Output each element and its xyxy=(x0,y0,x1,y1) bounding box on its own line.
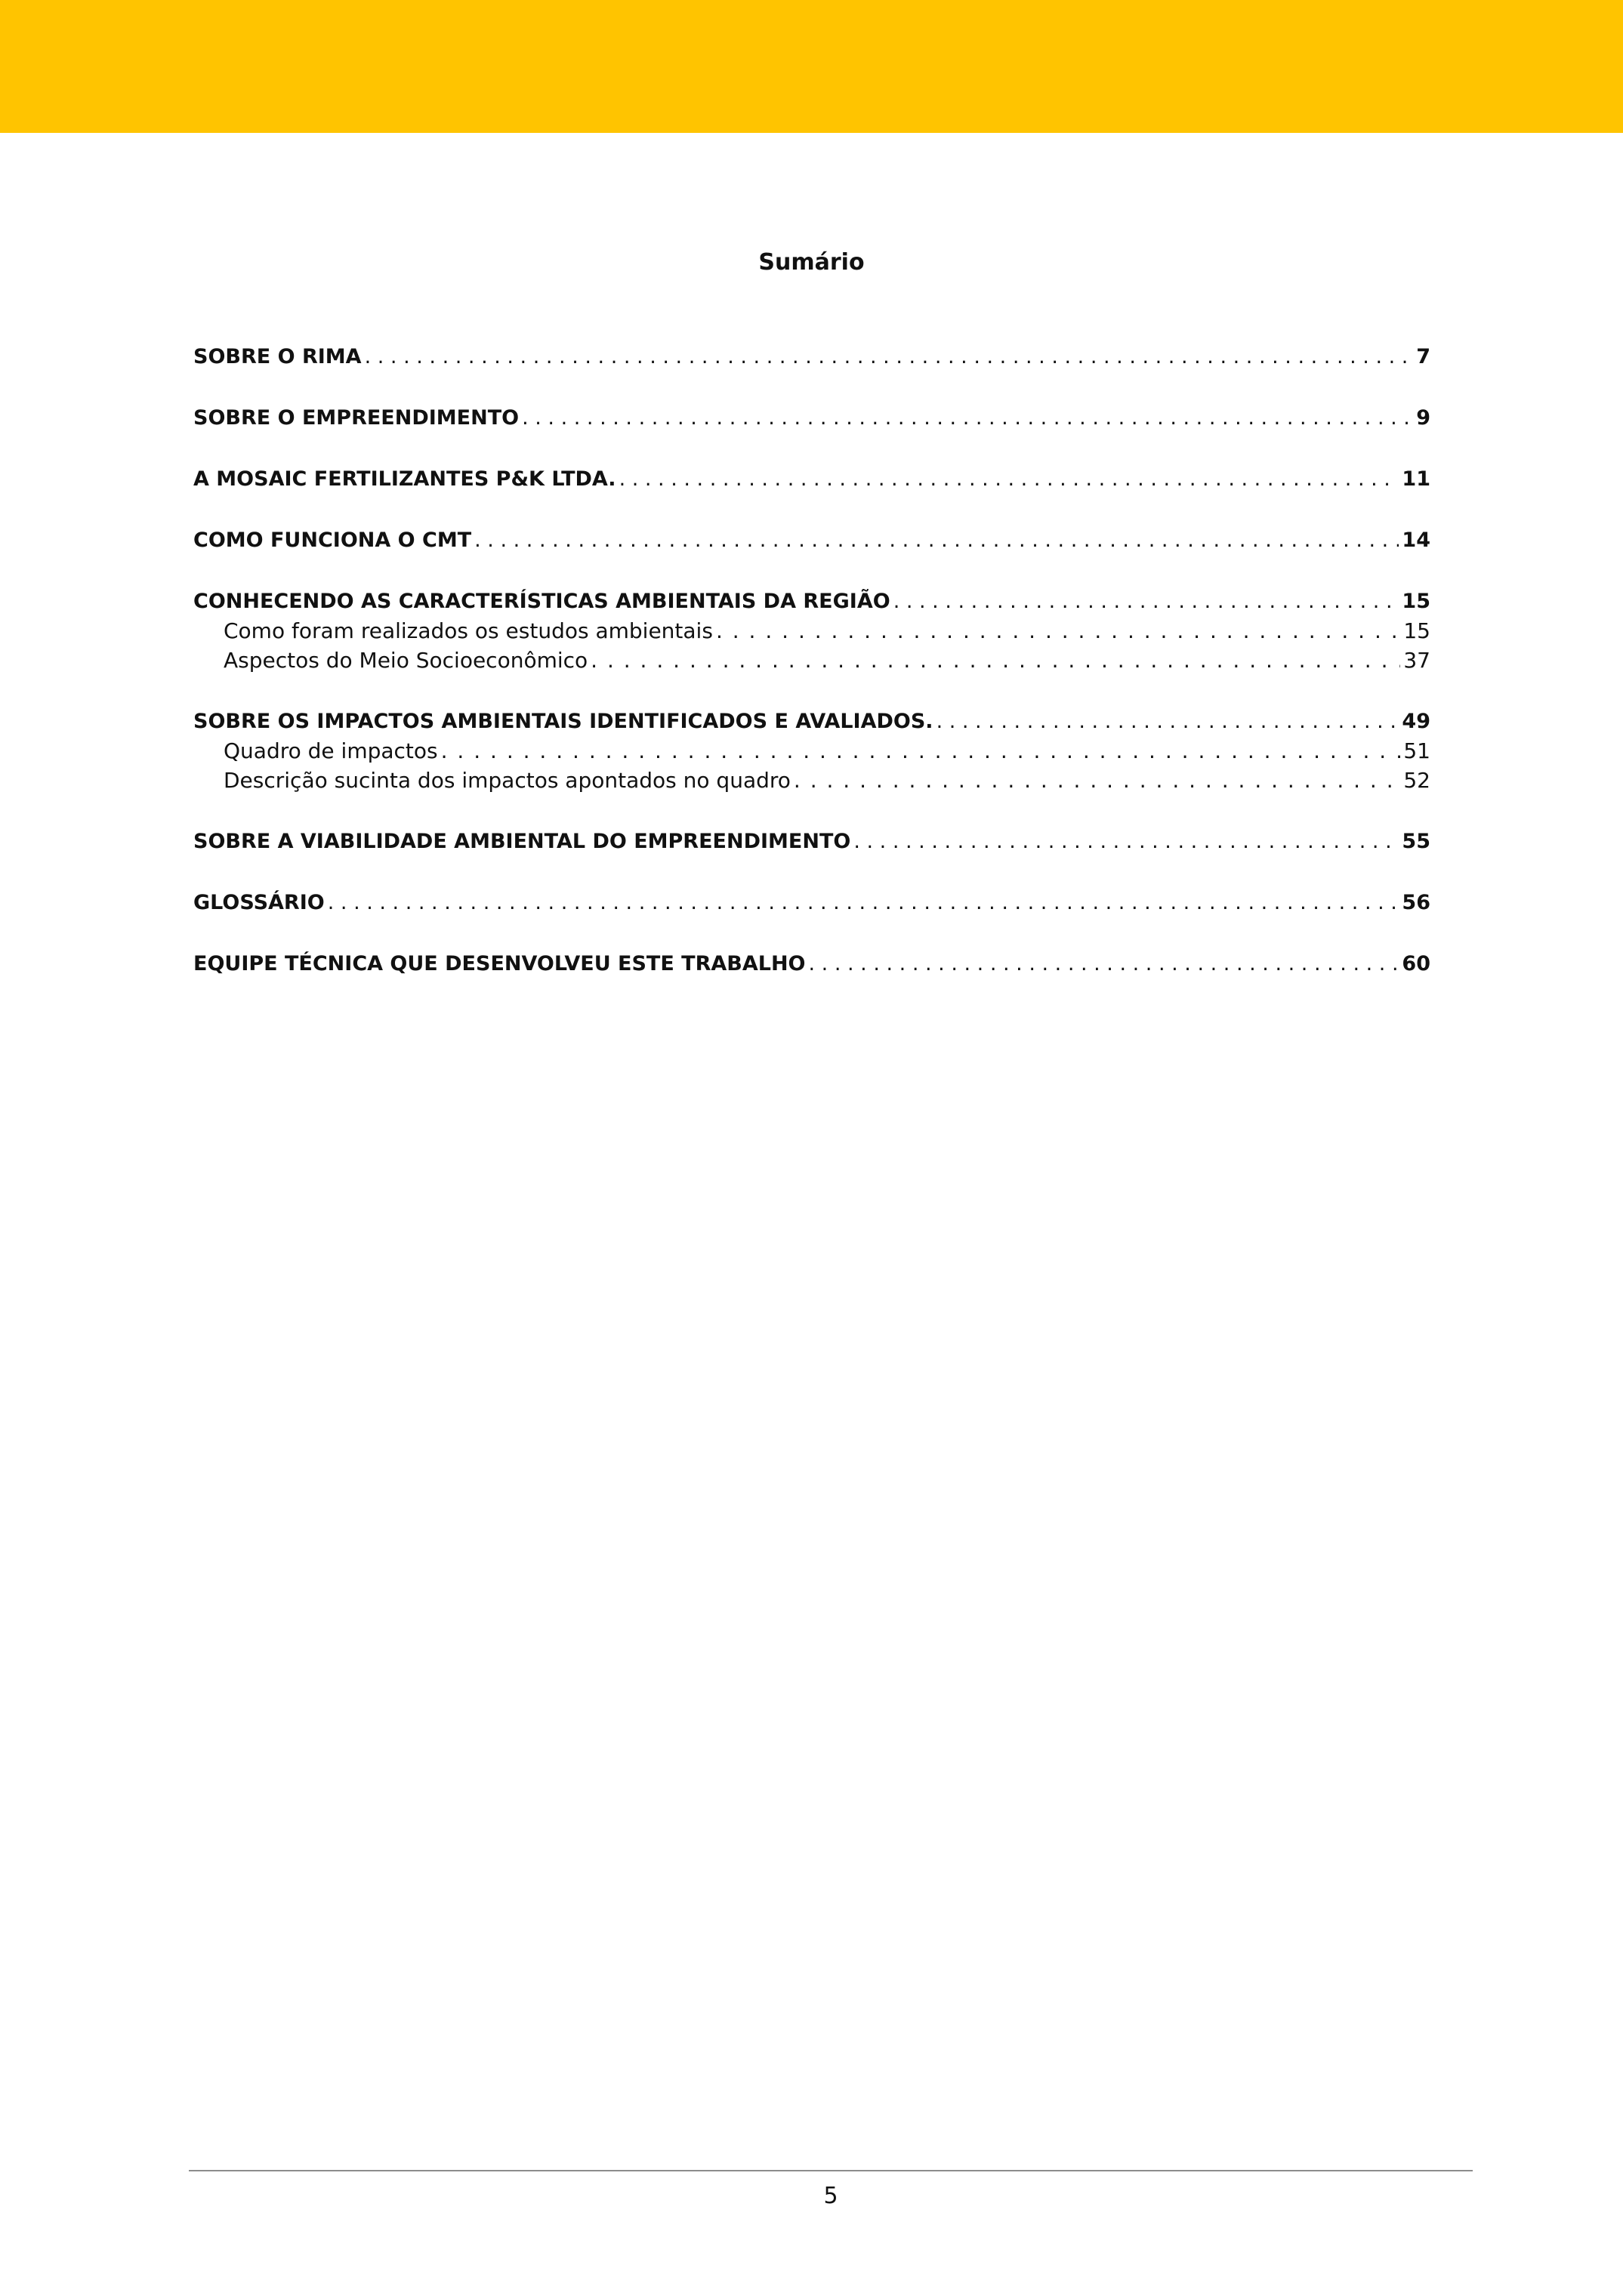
toc-subentry-estudos-ambientais[interactable] xyxy=(193,616,1430,646)
toc-entry-page: 14 xyxy=(1402,529,1430,552)
toc-subentry-quadro-de-impactos[interactable] xyxy=(193,736,1430,766)
toc-dot-leader xyxy=(619,465,1399,494)
toc-entry-page: 37 xyxy=(1403,648,1430,673)
toc-entry-label: SOBRE O EMPREENDIMENTO xyxy=(193,406,520,430)
toc-entry-label: SOBRE A VIABILIDADE AMBIENTAL DO EMPREENDIMENTO xyxy=(193,830,851,853)
toc-entry-page: 9 xyxy=(1416,406,1430,430)
toc-entry-page: 56 xyxy=(1402,891,1430,914)
toc-entry-impactos-ambientais[interactable] xyxy=(193,707,1430,736)
toc-entry-caracteristicas-ambientais[interactable] xyxy=(193,587,1430,616)
toc-entry-label: SOBRE OS IMPACTOS AMBIENTAIS IDENTIFICADOS E AVALIADOS. xyxy=(193,710,933,733)
toc-dot-leader xyxy=(591,646,1400,675)
toc-dot-leader xyxy=(794,766,1400,795)
toc-entry-label: A MOSAIC FERTILIZANTES P&K LTDA. xyxy=(193,467,616,491)
toc-dot-leader xyxy=(365,343,1414,371)
page-number: 5 xyxy=(823,2183,838,2209)
toc-entry-label: CONHECENDO AS CARACTERÍSTICAS AMBIENTAIS DA REGIÃO xyxy=(193,590,890,613)
toc-entry-label: EQUIPE TÉCNICA QUE DESENVOLVEU ESTE TRABALHO xyxy=(193,952,806,975)
toc-entry-page: 60 xyxy=(1402,952,1430,975)
toc-dot-leader xyxy=(853,827,1399,856)
toc-entry-page: 15 xyxy=(1403,618,1430,643)
toc-entry-sobre-o-rima[interactable] xyxy=(193,343,1430,371)
toc-entry-page: 7 xyxy=(1416,345,1430,368)
toc-entry-glossario[interactable] xyxy=(193,889,1430,917)
toc-entry-viabilidade-ambiental[interactable] xyxy=(193,827,1430,856)
toc-dot-leader xyxy=(936,707,1399,736)
toc-entry-page: 49 xyxy=(1402,710,1430,733)
toc-entry-label: Como foram realizados os estudos ambientais xyxy=(224,618,713,643)
toc-entry-sobre-o-empreendimento[interactable] xyxy=(193,404,1430,433)
toc-title: Sumário xyxy=(758,249,865,276)
table-of-contents xyxy=(193,343,1430,978)
toc-entry-page: 11 xyxy=(1402,467,1430,491)
toc-dot-leader xyxy=(809,950,1399,978)
toc-dot-leader xyxy=(328,889,1399,917)
toc-entry-label: Descrição sucinta dos impactos apontados no quadro xyxy=(224,768,791,793)
toc-subentry-meio-socioeconomico[interactable] xyxy=(193,646,1430,675)
toc-dot-leader xyxy=(474,526,1399,555)
toc-entry-label: Aspectos do Meio Socioeconômico xyxy=(224,648,588,673)
toc-dot-leader xyxy=(522,404,1413,433)
toc-entry-page: 52 xyxy=(1403,768,1430,793)
toc-subentry-descricao-impactos[interactable] xyxy=(193,766,1430,795)
toc-entry-equipe-tecnica[interactable] xyxy=(193,950,1430,978)
header-band xyxy=(0,0,1623,133)
toc-dot-leader xyxy=(441,736,1401,766)
toc-dot-leader xyxy=(716,616,1400,646)
toc-entry-label: SOBRE O RIMA xyxy=(193,345,362,368)
footer-rule xyxy=(189,2170,1473,2171)
toc-entry-mosaic-fertilizantes[interactable] xyxy=(193,465,1430,494)
toc-entry-page: 55 xyxy=(1402,830,1430,853)
toc-entry-label: Quadro de impactos xyxy=(224,738,438,763)
toc-entry-label: GLOSSÁRIO xyxy=(193,891,325,914)
toc-entry-page: 15 xyxy=(1402,590,1430,613)
toc-entry-como-funciona-o-cmt[interactable] xyxy=(193,526,1430,555)
toc-entry-label: COMO FUNCIONA O CMT xyxy=(193,529,472,552)
toc-entry-page: 51 xyxy=(1403,738,1430,763)
toc-dot-leader xyxy=(893,587,1399,616)
